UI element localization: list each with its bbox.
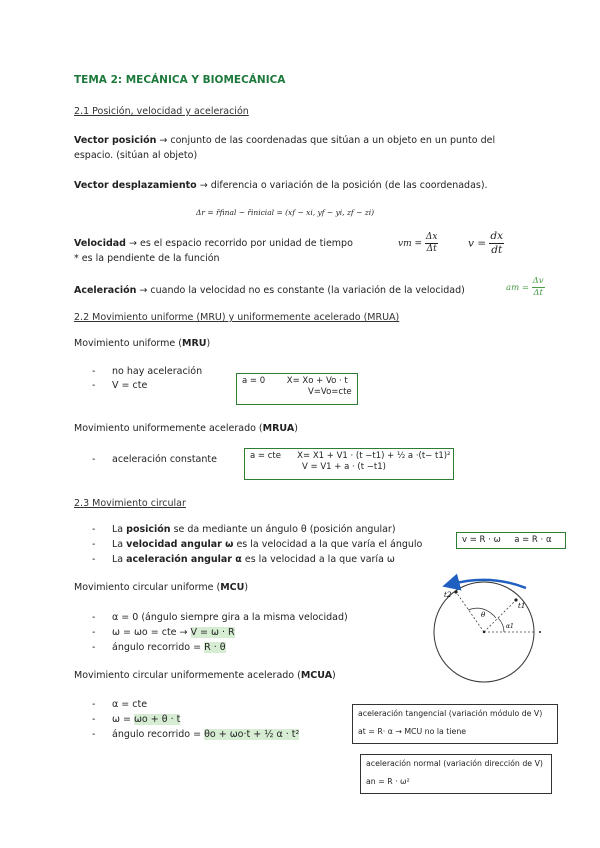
circular-item-term: posición (126, 524, 171, 535)
mean-acceleration-lhs: am = (506, 283, 529, 293)
mean-velocity-denominator: Δt (426, 244, 437, 254)
mrua-box-line-2: V = V1 + a · (t −t1) (302, 462, 386, 472)
mcu-label-close: ) (244, 582, 249, 593)
label-theta: θ (481, 611, 486, 619)
label-t2: t2 (444, 591, 452, 599)
mean-acceleration-denominator: Δt (533, 288, 543, 298)
list-item: - ángulo recorrido = R · θ (92, 642, 226, 653)
normal-acceleration-box (360, 754, 552, 794)
mean-velocity-lhs: vm = (398, 239, 423, 249)
circular-item-post: se da mediante un ángulo θ (posición angular) (170, 524, 396, 535)
velocity-term: Velocidad (74, 238, 126, 249)
acceleration-term: Aceleración (74, 285, 137, 296)
mru-abbr: MRU (182, 338, 207, 349)
mrua-label-close: ) (294, 423, 298, 434)
mru-formula-box (236, 373, 358, 405)
list-item: - α = cte (92, 699, 148, 710)
radius-t2 (456, 592, 484, 632)
mru-label (74, 338, 210, 349)
label-t1: t1 (518, 602, 526, 610)
mcua-label (74, 670, 336, 681)
page-title: TEMA 2: MECÁNICA Y BIOMECÁNICA (74, 74, 286, 86)
list-item: - ω = ωo = cte → V = ω · R (92, 627, 235, 638)
mean-acceleration-formula (506, 276, 545, 299)
mrua-label-text: Movimiento uniformemente acelerado ( (74, 423, 263, 434)
mcu-item-text: ángulo recorrido = (112, 642, 205, 653)
mcua-item-text: ángulo recorrido = (112, 729, 205, 740)
center-point (483, 631, 485, 633)
tangential-box-line-2: at = R· α → MCU no la tiene (358, 727, 467, 736)
circular-item-pre: La (112, 524, 127, 535)
list-item: - aceleración constante (92, 454, 217, 465)
section-heading-2-3: 2.3 Movimiento circular (74, 498, 186, 509)
vector-displacement-line (74, 180, 488, 191)
angular-relations-box: v = R · ω a = R · α (456, 532, 566, 549)
list-item: - V = cte (92, 380, 148, 391)
instant-velocity-fraction (489, 230, 504, 257)
mean-velocity-formula (398, 232, 438, 255)
list-item: - ω = ωo + θ · t (92, 714, 181, 725)
tangential-box-line-1: aceleración tangencial (variación módulo de V) (358, 709, 543, 718)
mcu-item-text: α = 0 (ángulo siempre gira a la misma velocidad) (112, 612, 348, 623)
mrua-item-text: aceleración constante (112, 454, 217, 465)
mru-box-line-2: V=Vo=cte (308, 387, 352, 397)
mcu-item-text: ω = ωo = cte → (112, 627, 191, 638)
list-item: - La velocidad angular ω es la velocidad a la que varía el ángulo (92, 539, 423, 550)
instant-velocity-numerator: dx (490, 230, 504, 242)
mcua-label-text: Movimiento circular uniformemente acelerado ( (74, 670, 301, 681)
list-item: - no hay aceleración (92, 366, 203, 377)
acceleration-line (74, 285, 465, 296)
mcu-label (74, 582, 248, 593)
circular-item-pre: La (112, 554, 127, 565)
circular-item-post: es la velocidad a la que varía el ángulo (233, 539, 423, 550)
mrua-formula-box (244, 448, 454, 480)
mean-velocity-numerator: Δx (425, 232, 438, 242)
mcua-item-highlight: θo + ωo·t + ½ α · t² (204, 729, 300, 740)
circular-item-pre: La (112, 539, 127, 550)
velocity-line (74, 238, 353, 249)
section-heading-2-1: 2.1 Posición, velocidad y aceleración (74, 106, 249, 117)
list-item: - La posición se da mediante un ángulo θ (posición angular) (92, 524, 396, 535)
displacement-formula: Δr = r̄final − r̄inicial = (xf − xi, yf − yi, zf − zi) (196, 208, 375, 217)
velocity-text: → es el espacio recorrido por unidad de tiempo (125, 238, 353, 249)
list-item: - La aceleración angular α es la velocidad a la que varía ω (92, 554, 395, 565)
mru-box-line-1: a = 0 X= Xo + Vo · t (242, 376, 348, 386)
circular-motion-diagram (428, 570, 548, 686)
vector-position-text: → conjunto de las coordenadas que sitúan a un objeto en un punto del (156, 135, 496, 146)
circular-item-term: velocidad angular ω (126, 539, 234, 550)
instant-velocity-formula (468, 230, 504, 257)
vector-position-text-2: espacio. (sitúan al objeto) (74, 150, 198, 161)
list-item: - ángulo recorrido = θo + ωo·t + ½ α · t² (92, 729, 300, 740)
vector-position-term: Vector posición (74, 135, 157, 146)
mrua-box-line-1: a = cte X= X1 + V1 · (t −t1) + ½ a ·(t− t1)² (250, 451, 451, 461)
label-alpha: α1 (506, 623, 514, 630)
mcu-item-highlight: V = ω · R (190, 627, 235, 638)
mean-acceleration-numerator: Δv (532, 276, 544, 286)
mru-item-text: no hay aceleración (112, 366, 203, 377)
point-t2 (454, 590, 457, 593)
mru-label-close: ) (206, 338, 211, 349)
mru-item-text: V = cte (112, 380, 148, 391)
mcua-item-text: α = cte (112, 699, 148, 710)
section-heading-2-2: 2.2 Movimiento uniforme (MRU) y uniformemente acelerado (MRUA) (74, 312, 400, 323)
vector-displacement-text: → diferencia o variación de la posición (de las coordenadas). (196, 180, 488, 191)
alpha-arc (498, 618, 504, 632)
tangential-acceleration-box (352, 704, 558, 744)
axis-end-dot (539, 631, 541, 633)
normal-box-line-2: an = R · ω² (366, 777, 410, 786)
mcua-abbr: MCUA (300, 670, 333, 681)
vector-displacement-term: Vector desplazamiento (74, 180, 197, 191)
velocity-note: * es la pendiente de la función (74, 253, 220, 264)
list-item: - α = 0 (ángulo siempre gira a la misma velocidad) (92, 612, 348, 623)
mcua-item-text: ω = (112, 714, 134, 725)
mru-label-text: Movimiento uniforme ( (74, 338, 182, 349)
circular-item-term: aceleración angular α (126, 554, 242, 565)
acceleration-text: → cuando la velocidad no es constante (la variación de la velocidad) (136, 285, 465, 296)
mcua-item-highlight: ωo + θ · t (133, 714, 181, 725)
circular-item-post: es la velocidad a la que varía ω (241, 554, 395, 565)
instant-velocity-denominator: dt (491, 244, 503, 256)
vector-position-line (74, 135, 495, 146)
mcu-abbr: MCU (220, 582, 245, 593)
mean-acceleration-fraction (532, 276, 545, 299)
instant-velocity-lhs: v = (468, 237, 487, 250)
normal-box-line-1: aceleración normal (variación dirección de V) (366, 759, 543, 768)
mean-velocity-fraction (425, 232, 439, 255)
mcu-label-text: Movimiento circular uniforme ( (74, 582, 221, 593)
mrua-abbr: MRUA (262, 423, 295, 434)
mrua-label (74, 423, 298, 434)
mcu-item-highlight: R · θ (204, 642, 226, 653)
mcua-label-close: ) (332, 670, 336, 681)
